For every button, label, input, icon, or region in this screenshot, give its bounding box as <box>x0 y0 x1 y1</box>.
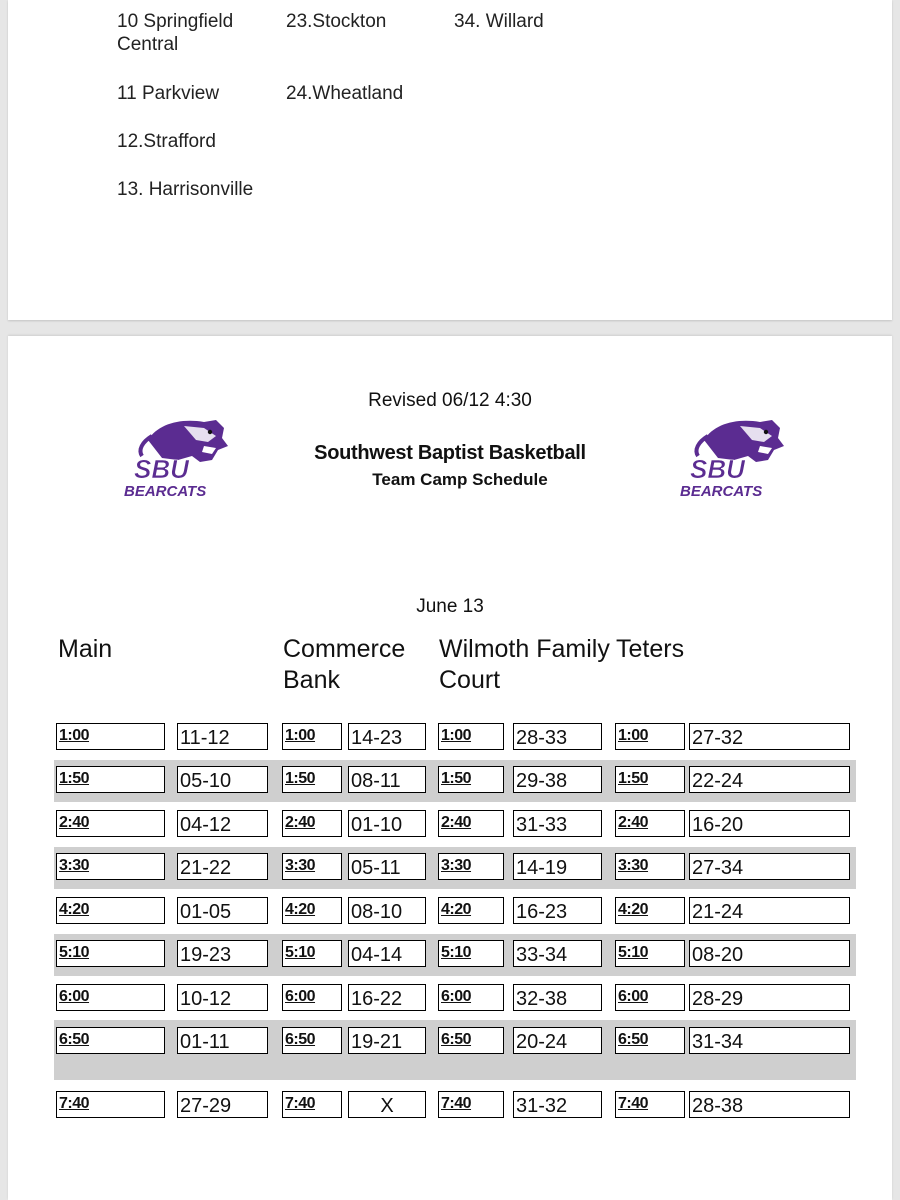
matchup-cell: 20-24 <box>513 1027 602 1054</box>
matchup-cell: 22-24 <box>689 766 850 793</box>
time-cell: 7:40 <box>56 1091 165 1118</box>
logo-text-sbu: SBU <box>690 454 745 484</box>
matchup-cell: 16-23 <box>513 897 602 924</box>
logo-text-bearcats: BEARCATS <box>680 483 763 500</box>
time-cell: 6:50 <box>438 1027 504 1054</box>
logo-text-sbu: SBU <box>134 454 189 484</box>
time-cell: 7:40 <box>282 1091 342 1118</box>
document-page-1 <box>8 0 892 320</box>
matchup-cell: 10-12 <box>177 984 268 1011</box>
matchup-cell: 11-12 <box>177 723 268 750</box>
time-cell: 5:10 <box>282 940 342 967</box>
time-cell: 5:10 <box>56 940 165 967</box>
document-page-2 <box>8 336 892 1200</box>
court-header-commerce-bank: Commerce Bank <box>283 635 406 694</box>
time-cell: 2:40 <box>438 810 504 837</box>
time-cell: 6:00 <box>282 984 342 1011</box>
time-cell: 1:00 <box>56 723 165 750</box>
court-header-wilmoth: Wilmoth Family Court <box>439 635 610 694</box>
matchup-cell: 31-33 <box>513 810 602 837</box>
document-title: Southwest Baptist Basketball <box>314 442 586 464</box>
matchup-cell: 08-10 <box>348 897 426 924</box>
team-list-item: 24.Wheatland <box>286 83 404 104</box>
team-list-item: 10 Springfield Central <box>117 11 234 55</box>
matchup-cell: 19-21 <box>348 1027 426 1054</box>
court-header-main: Main <box>58 635 113 663</box>
matchup-cell: 04-12 <box>177 810 268 837</box>
time-cell: 6:00 <box>438 984 504 1011</box>
court-header-teters: Teters <box>616 635 685 663</box>
matchup-cell: 01-10 <box>348 810 426 837</box>
matchup-cell: 21-22 <box>177 853 268 880</box>
time-cell: 7:40 <box>615 1091 685 1118</box>
time-cell: 1:00 <box>282 723 342 750</box>
time-cell: 3:30 <box>56 853 165 880</box>
time-cell: 6:50 <box>56 1027 165 1054</box>
time-cell: 1:50 <box>438 766 504 793</box>
time-cell: 1:00 <box>438 723 504 750</box>
time-cell: 4:20 <box>56 897 165 924</box>
time-cell: 1:50 <box>282 766 342 793</box>
logo-text-bearcats: BEARCATS <box>124 483 207 500</box>
matchup-cell: 08-11 <box>348 766 426 793</box>
matchup-cell: 32-38 <box>513 984 602 1011</box>
matchup-cell: 14-23 <box>348 723 426 750</box>
matchup-cell: 01-11 <box>177 1027 268 1054</box>
time-cell: 6:00 <box>615 984 685 1011</box>
matchup-cell: 16-20 <box>689 810 850 837</box>
time-cell: 6:50 <box>615 1027 685 1054</box>
time-cell: 2:40 <box>56 810 165 837</box>
matchup-cell: 05-10 <box>177 766 268 793</box>
time-cell: 4:20 <box>438 897 504 924</box>
time-cell: 4:20 <box>282 897 342 924</box>
matchup-cell: 21-24 <box>689 897 850 924</box>
team-list-item: 11 Parkview <box>117 83 220 104</box>
matchup-cell: 27-34 <box>689 853 850 880</box>
matchup-cell: 27-32 <box>689 723 850 750</box>
revision-note: Revised 06/12 4:30 <box>368 390 532 411</box>
time-cell: 5:10 <box>438 940 504 967</box>
matchup-cell: 33-34 <box>513 940 602 967</box>
matchup-cell: 27-29 <box>177 1091 268 1118</box>
matchup-cell: 04-14 <box>348 940 426 967</box>
time-cell: 3:30 <box>615 853 685 880</box>
matchup-cell: 19-23 <box>177 940 268 967</box>
matchup-cell: 31-32 <box>513 1091 602 1118</box>
matchup-cell: 14-19 <box>513 853 602 880</box>
time-cell: 2:40 <box>282 810 342 837</box>
matchup-cell: 28-38 <box>689 1091 850 1118</box>
matchup-cell: 01-05 <box>177 897 268 924</box>
time-cell: 3:30 <box>438 853 504 880</box>
time-cell: 6:50 <box>282 1027 342 1054</box>
time-cell: 2:40 <box>615 810 685 837</box>
time-cell: 1:50 <box>615 766 685 793</box>
time-cell: 5:10 <box>615 940 685 967</box>
time-cell: 4:20 <box>615 897 685 924</box>
time-cell: 7:40 <box>438 1091 504 1118</box>
team-list-item: 34. Willard <box>454 11 544 32</box>
matchup-cell: 16-22 <box>348 984 426 1011</box>
schedule-date: June 13 <box>416 596 484 617</box>
matchup-cell: 28-33 <box>513 723 602 750</box>
time-cell: 1:50 <box>56 766 165 793</box>
time-cell: 3:30 <box>282 853 342 880</box>
team-list-item: 23.Stockton <box>286 11 387 32</box>
matchup-cell: X <box>348 1091 426 1118</box>
time-cell: 6:00 <box>56 984 165 1011</box>
team-list-item: 13. Harrisonville <box>117 179 254 200</box>
document-subtitle: Team Camp Schedule <box>372 470 548 489</box>
time-cell: 1:00 <box>615 723 685 750</box>
matchup-cell: 31-34 <box>689 1027 850 1054</box>
team-list-item: 12.Strafford <box>117 131 216 152</box>
matchup-cell: 29-38 <box>513 766 602 793</box>
matchup-cell: 28-29 <box>689 984 850 1011</box>
matchup-cell: 05-11 <box>348 853 426 880</box>
matchup-cell: 08-20 <box>689 940 850 967</box>
